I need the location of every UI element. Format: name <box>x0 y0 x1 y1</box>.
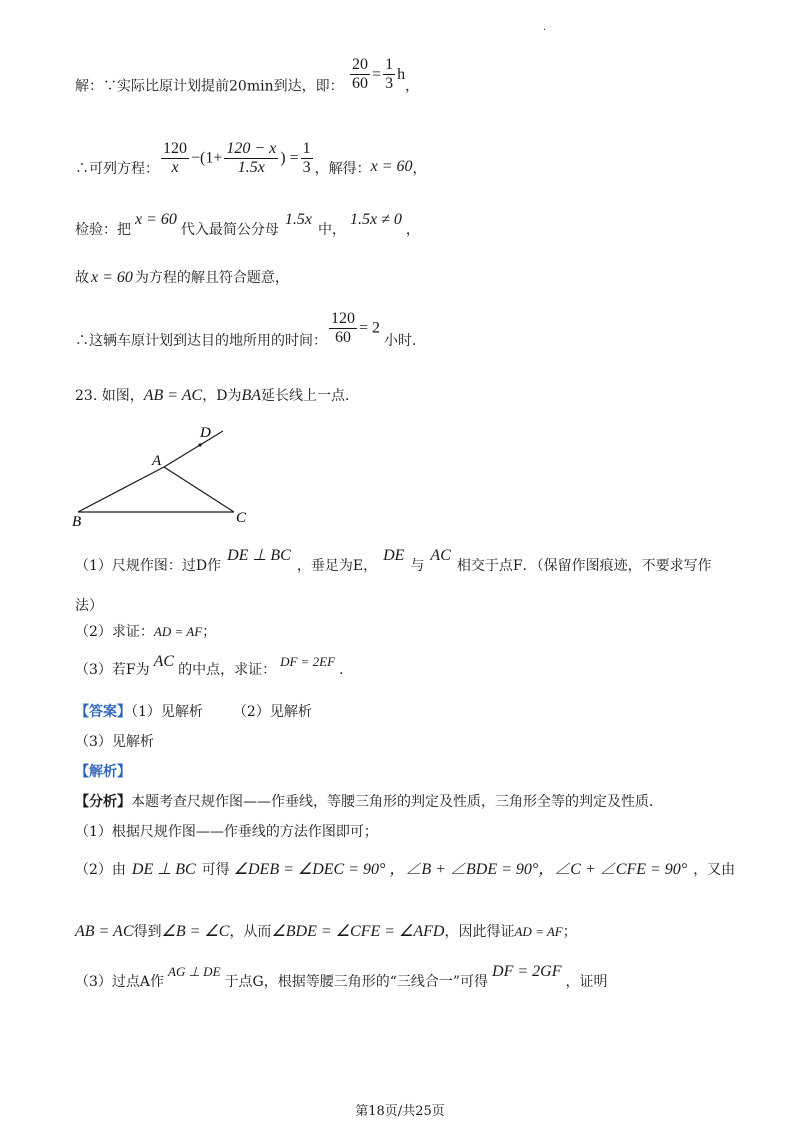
analysis-tag: 【解析】 <box>75 764 131 780</box>
text: 中， <box>318 222 347 238</box>
denominator: 60 <box>335 329 351 346</box>
question-number: 23. 如图， <box>75 388 144 404</box>
numerator: 20 <box>352 56 369 73</box>
expression: x = 60 <box>91 269 133 286</box>
text: （1）见解析 <box>131 704 203 720</box>
expression: DE ⊥ BC <box>227 547 291 564</box>
answer-tag: 【答案】 <box>75 704 131 720</box>
expression: ，∠C + ∠CFE = 90° <box>538 861 688 878</box>
expression: AB = AC <box>143 387 203 404</box>
numerator: 120 − x <box>226 140 277 157</box>
text: 代入最简公分母 <box>180 222 279 238</box>
fraction <box>301 140 313 177</box>
text: 本题考查尺规作图——作垂线，等腰三角形的判定及性质，三角形全等的判定及性质． <box>131 794 663 810</box>
label-C: C <box>236 510 247 526</box>
text: （3）若F为 <box>75 662 150 678</box>
text: 与 <box>410 558 425 574</box>
numerator: 1 <box>302 140 311 157</box>
text: （2）求证： <box>75 624 154 640</box>
expression: 1.5x <box>284 211 313 228</box>
extension-AD <box>164 431 223 467</box>
segment-BA <box>78 467 164 512</box>
reason-2-continued <box>75 922 577 942</box>
triangle-figure <box>60 418 260 530</box>
text: 为方程的解且符合题意， <box>134 270 289 286</box>
part-2 <box>75 622 216 642</box>
text: ，又由 <box>693 862 736 878</box>
text: ，证明 <box>565 974 608 990</box>
operator: ) = <box>280 149 299 167</box>
equals: = <box>372 65 382 83</box>
operator: −(1+ <box>191 149 223 167</box>
question-23 <box>75 386 359 406</box>
reason-2 <box>75 860 735 880</box>
part-1 <box>75 546 712 574</box>
denominator: x <box>171 159 179 176</box>
solution: x = 60 <box>370 157 413 175</box>
expression: AC <box>430 547 451 564</box>
text: ， <box>405 78 420 95</box>
expression: DE ⊥ BC <box>131 861 196 878</box>
denominator: 60 <box>352 75 369 92</box>
unit: h <box>397 65 406 83</box>
text: 故 <box>75 270 89 286</box>
text: 解：∵实际比原计划提前20min到达，即： <box>75 78 344 95</box>
label-A: A <box>152 453 162 469</box>
text: ，垂足为E， <box>296 558 378 574</box>
part-1-continued: 法） <box>75 598 103 614</box>
expression: x = 60 <box>135 211 177 228</box>
text: ； <box>562 924 577 940</box>
text: 延长线上一点． <box>261 388 359 404</box>
text: ； <box>202 624 217 640</box>
text: ，D为 <box>202 388 242 404</box>
text: 可得 <box>201 862 230 878</box>
denominator: 1.5x <box>237 159 265 176</box>
answer-line-3: （3）见解析 <box>75 734 154 750</box>
reason-1: （1）根据尺规作图——作垂线的方法作图即可； <box>75 824 378 840</box>
solution-line-4 <box>75 268 289 288</box>
fenxi-tag: 【分析】 <box>75 794 131 810</box>
text: 检验：把 <box>75 222 131 238</box>
fraction <box>329 310 357 347</box>
part-3 <box>75 652 354 678</box>
segment-AC <box>164 467 234 512</box>
answer-line <box>75 702 312 722</box>
label-D: D <box>200 425 211 441</box>
solution-line-3 <box>75 210 420 238</box>
label-B: B <box>72 514 82 530</box>
text: （2）由 <box>75 862 126 878</box>
expression: AD = AF <box>514 924 563 939</box>
text: ∴可列方程： <box>75 160 159 177</box>
text: 小时． <box>384 332 427 349</box>
text: （3）过点A作 <box>75 974 165 990</box>
denominator: 3 <box>302 159 311 176</box>
reason-3 <box>75 962 608 990</box>
solution-line-5 <box>75 310 426 347</box>
fraction <box>161 140 189 177</box>
fenxi-line <box>75 792 663 812</box>
expression: ，∠B + ∠BDE = 90° <box>389 861 539 878</box>
solution-line-2 <box>75 140 427 177</box>
text: ，因此得证 <box>444 924 515 940</box>
expression: ∠B = ∠C <box>161 923 230 940</box>
denominator: 3 <box>385 75 394 92</box>
point-D <box>198 443 201 446</box>
fraction <box>224 140 278 177</box>
text: （2）见解析 <box>232 704 312 720</box>
expression: = 2 <box>359 319 381 337</box>
text: ，从而 <box>229 924 272 940</box>
expression: DF = 2EF <box>280 654 336 669</box>
expression: AB = AC <box>75 923 134 940</box>
expression: AG ⊥ DE <box>168 964 221 979</box>
numerator: 1 <box>385 56 394 73</box>
expression: ∠BDE = ∠CFE = ∠AFD <box>271 923 445 940</box>
expression: BA <box>241 387 261 404</box>
expression: ∠DEB = ∠DEC = 90° <box>233 861 386 878</box>
text: （1）尺规作图：过D作 <box>75 558 222 574</box>
text: 相交于点F．（保留作图痕迹，不要求写作 <box>456 558 712 574</box>
text: 的中点，求证： <box>178 662 277 678</box>
page-footer: 第18页/共25页 <box>355 1104 445 1119</box>
expression: DF = 2GF <box>492 963 562 980</box>
expression: DE <box>383 547 405 564</box>
fraction <box>350 56 370 93</box>
text: 于点G，根据等腰三角形的“三线合一”可得 <box>224 974 489 990</box>
text: ， <box>405 222 420 238</box>
text: ． <box>339 662 354 678</box>
corner-mark: . <box>543 22 547 33</box>
expression: AC <box>153 653 175 670</box>
numerator: 120 <box>331 310 355 327</box>
expression: AD = AF <box>153 624 203 639</box>
text: 得到 <box>133 924 162 940</box>
numerator: 120 <box>163 140 187 157</box>
text: ∴这辆车原计划到达目的地所用的时间： <box>75 332 327 349</box>
text: ， <box>412 160 427 177</box>
expression: 1.5x ≠ 0 <box>350 211 402 228</box>
text: ，解得： <box>314 160 371 177</box>
solution-line-1 <box>75 56 420 105</box>
fraction <box>383 56 395 93</box>
